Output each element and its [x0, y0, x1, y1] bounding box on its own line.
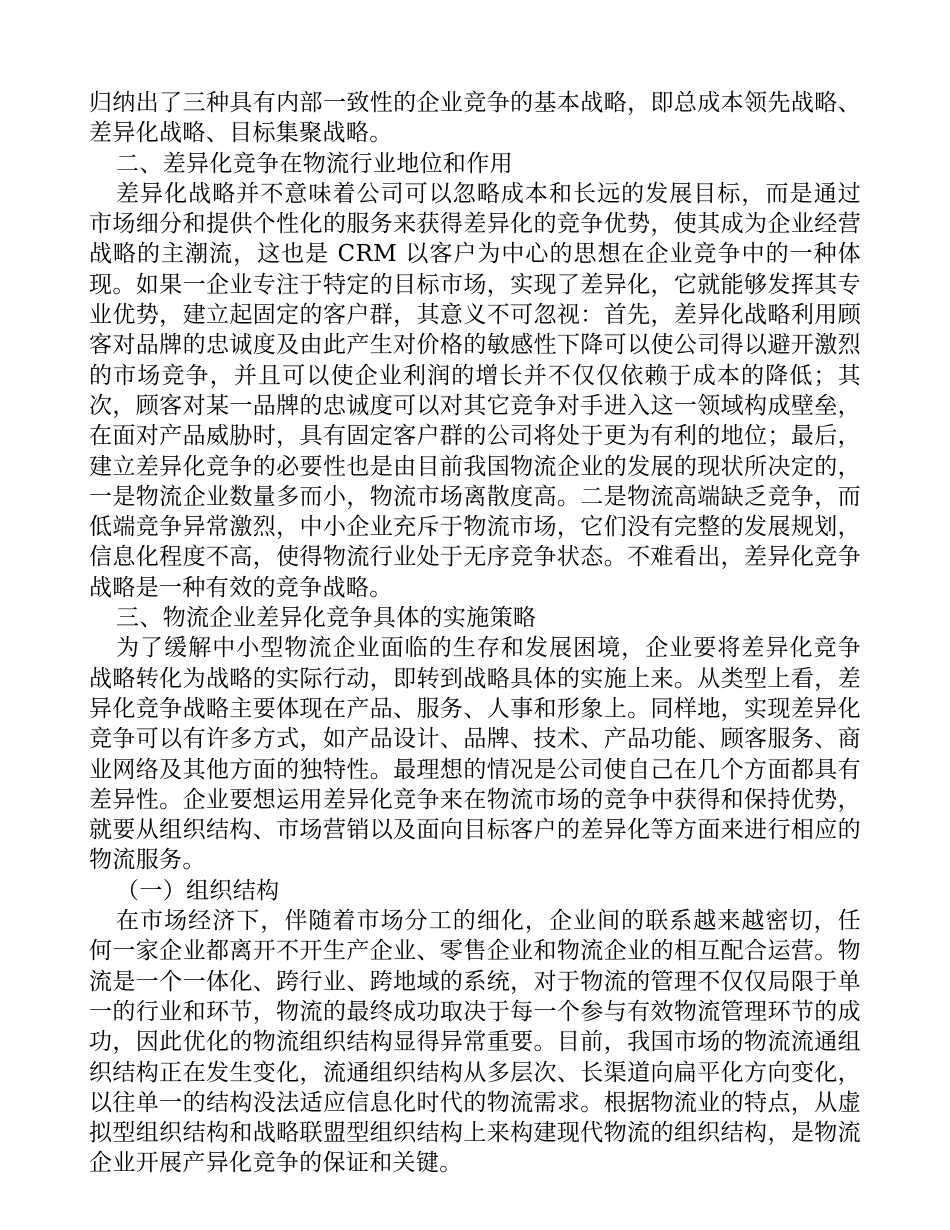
paragraph-intro: 归纳出了三种具有内部一致性的企业竞争的基本战略，即总成本领先战略、差异化战略、目标集聚战略。	[89, 90, 861, 147]
section-heading-2: 二、差异化竞争在物流行业地位和作用	[116, 150, 513, 177]
paragraph-section-2: 差异化战略并不意味着公司可以忽略成本和长远的发展目标，而是通过市场细分和提供个性化的服务来获得差异化的竞争优势，使其成为企业经营战略的主潮流，这也是 CRM 以客户为中心的思想在企业竞争中的一种体现。如果一企业专注于特定的目标市场，实现了差异化，它就能够发挥其专业优势，建立起固定的客户群，其意义不可忽视：首先，差异化战略利用顾客对品牌的忠诚度及由此产生对价格的敏感性下降可以使公司得以避开激烈的市场竞争，并且可以使企业利润的增长并不仅仅依赖于成本的降低；其次，顾客对某一品牌的忠诚度可以对其它竞争对手进入这一领域构成壁垒，在面对产品威胁时，具有固定客户群的公司将处于更为有利的地位；最后，建立差异化竞争的必要性也是由目前我国物流企业的发展的现状所决定的，一是物流企业数量多而小，物流市场离散度高。二是物流高端缺乏竞争，而低端竞争异常激烈，中小企业充斥于物流市场，它们没有完整的发展规划，信息化程度不高，使得物流行业处于无序竞争状态。不难看出，差异化竞争战略是一种有效的竞争战略。	[89, 180, 861, 601]
document-body	[89, 88, 861, 1179]
paragraph-subsection-1: 在市场经济下，伴随着市场分工的细化，企业间的联系越来越密切，任何一家企业都离开不开生产企业、零售企业和物流企业的相互配合运营。物流是一个一体化、跨行业、跨地域的系统，对于物流的管理不仅仅局限于单一的行业和环节，物流的最终成功取决于每一个参与有效物流管理环节的成功，因此优化的物流组织结构显得异常重要。目前，我国市场的物流流通组织结构正在发生变化，流通组织结构从多层次、长渠道向扁平化方向变化，以往单一的结构没法适应信息化时代的物流需求。根据物流业的特点，从虚拟型组织结构和战略联盟型组织结构上来构建现代物流的组织结构，是物流企业开展产异化竞争的保证和关键。	[89, 908, 861, 1177]
paragraph-section-3: 为了缓解中小型物流企业面临的生存和发展困境，企业要将差异化竞争战略转化为战略的实际行动，即转到战略具体的实施上来。从类型上看，差异化竞争战略主要体现在产品、服务、人事和形象上。同样地，实现差异化竞争可以有许多方式，如产品设计、品牌、技术、产品功能、顾客服务、商业网络及其他方面的独特性。最理想的情况是公司使自己在几个方面都具有差异性。企业要想运用差异化竞争来在物流市场的竞争中获得和保持优势，就要从组织结构、市场营销以及面向目标客户的差异化等方面来进行相应的物流服务。	[89, 635, 861, 874]
section-heading-3: 三、物流企业差异化竞争具体的实施策略	[116, 605, 537, 632]
subsection-heading-1: （一）组织结构	[116, 877, 280, 904]
